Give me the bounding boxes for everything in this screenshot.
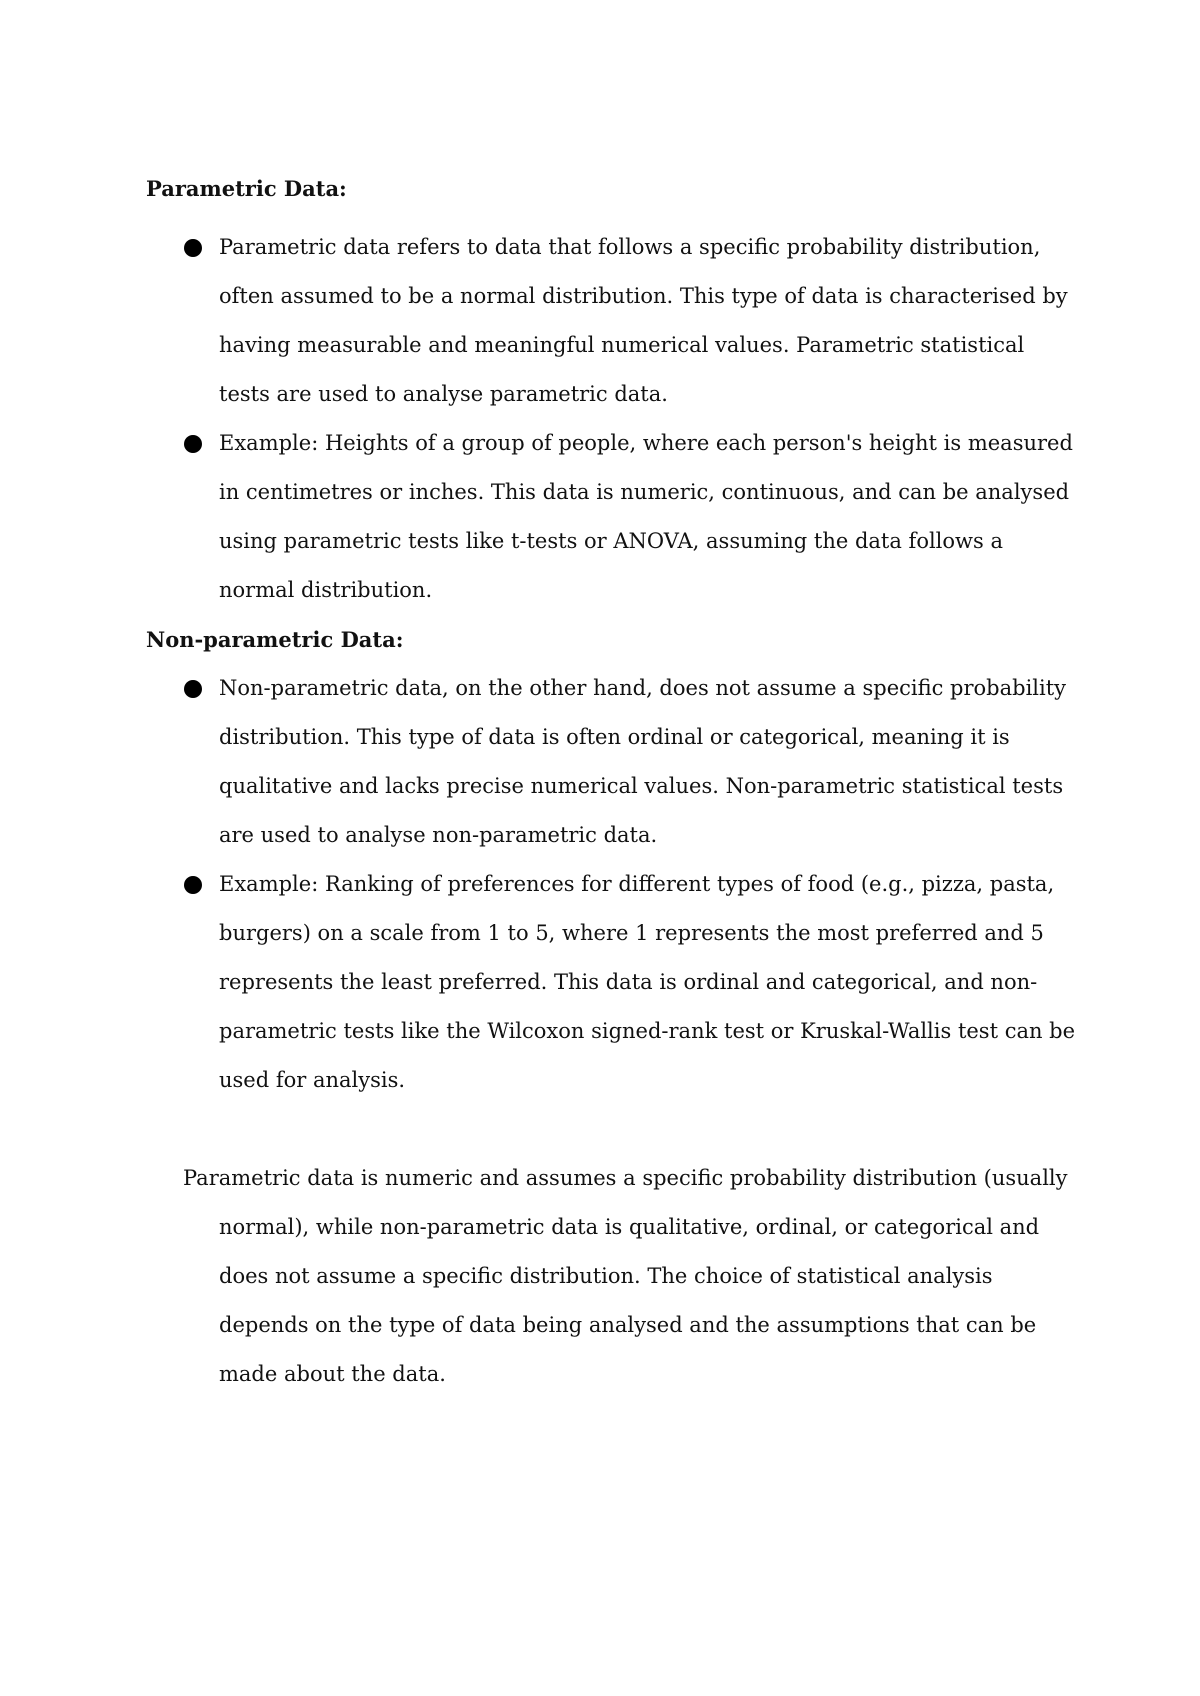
document-body (146, 164, 1076, 1420)
bullet-text: Non-parametric data, on the other hand, does not assume a specific probability distribution. This type of data is often ordinal or categorical, meaning it is qualitative and lacks precise numerical values. Non-parametric statistical tests are used to analyse non-parametric data. (219, 676, 1067, 847)
summary-paragraph: Parametric data is numeric and assumes a specific probability distribution (usually normal), while non-parametric data is qualitative, ordinal, or categorical and does not assume a specific distribution. The choice of statistical analysis depends on the type of data being analysed and the assumptions that can be made about the data. (183, 1166, 1068, 1386)
bullet-text: Example: Ranking of preferences for different types of food (e.g., pizza, pasta, burgers) on a scale from 1 to 5, where 1 represents the most preferred and 5 represents the least preferred. This data is ordinal and categorical, and non-parametric tests like the Wilcoxon signed-rank test or Kruskal-Wallis test can be used for analysis. (219, 872, 1076, 1092)
bullet-dot-icon (184, 876, 202, 894)
list-item (146, 664, 1076, 860)
nonparametric-bullet-list (146, 664, 1076, 1105)
bullet-dot-icon (184, 680, 202, 698)
list-item (146, 419, 1076, 615)
bullet-text: Parametric data refers to data that follows a specific probability distribution, often assumed to be a normal distribution. This type of data is characterised by having measurable and meaningful numerical values. Parametric statistical tests are used to analyse parametric data. (219, 235, 1068, 406)
section-heading-nonparametric: Non-parametric Data: (146, 627, 404, 652)
section-heading-parametric: Parametric Data: (146, 176, 347, 201)
bullet-dot-icon (184, 435, 202, 453)
list-item (146, 860, 1076, 1105)
bullet-dot-icon (184, 239, 202, 257)
bullet-text: Example: Heights of a group of people, where each person's height is measured in centimetres or inches. This data is numeric, continuous, and can be analysed using parametric tests like t-tests or ANOVA, assuming the data follows a normal distribution. (219, 431, 1073, 602)
parametric-bullet-list (146, 223, 1076, 615)
list-item (146, 223, 1076, 419)
